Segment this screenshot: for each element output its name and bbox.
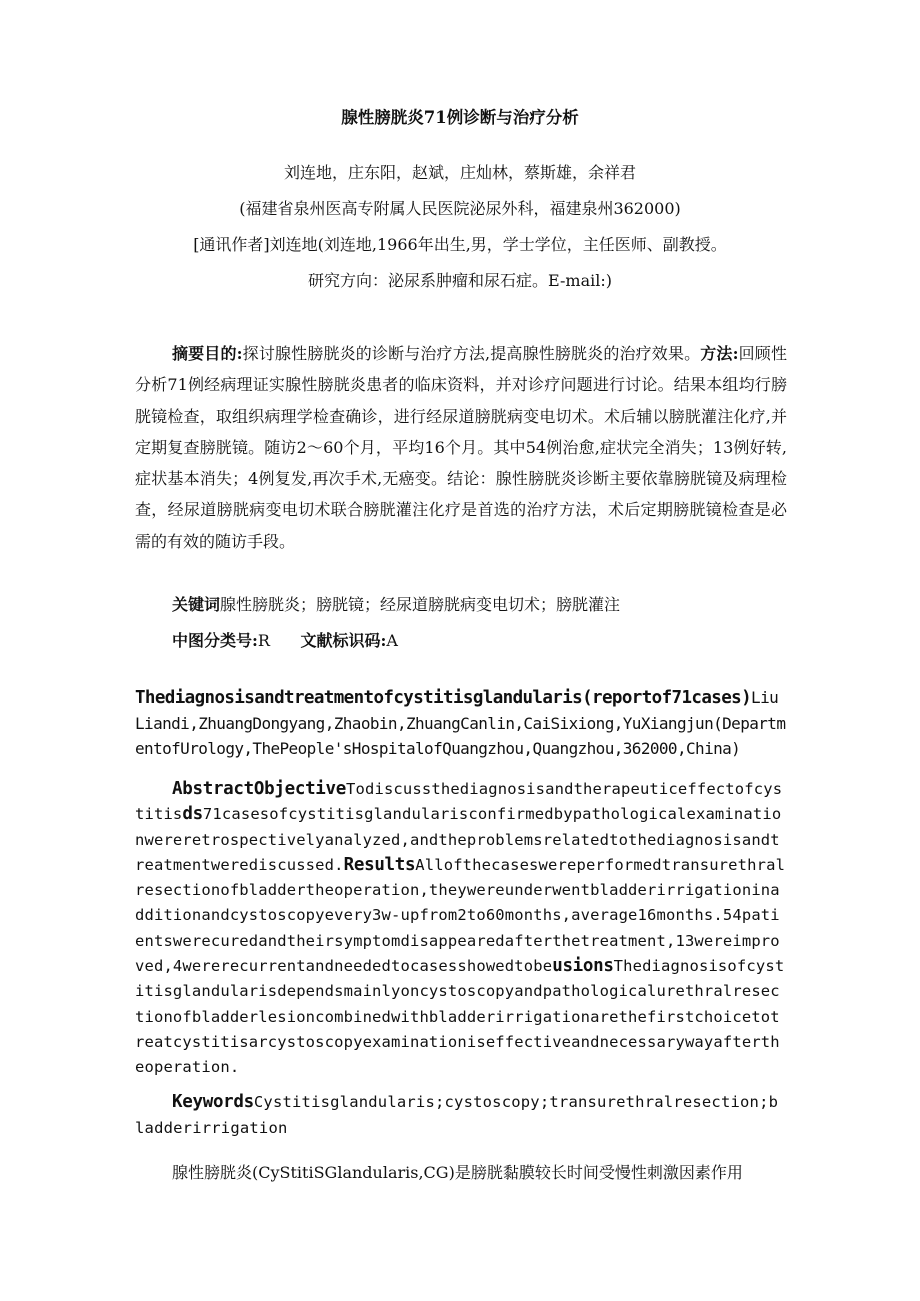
keywords-english xyxy=(135,1090,787,1141)
keywords-english-label: Keywords xyxy=(172,1092,254,1112)
body-paragraph: 腺性膀胱炎(CyStitiSGlandularis,CG)是膀胱黏膜较长时间受慢性刺激因素作用 xyxy=(172,1163,743,1182)
abstract-en-text-2: 71casesofcystitisglandularisconfirmedbypathologicalexaminationwereretrospectivelyanalyzed,andtheproblemsrelatedtothediagnosisandtreatmentwerediscussed. xyxy=(135,805,782,874)
abstract-purpose-label: 摘要目的: xyxy=(172,344,243,363)
abstract-en-text-4: Thediagnosisofcystitisglandularisdependsmainlyoncystoscopyandpathologicalurethralresectionofbladderlesioncombinedwithbladderirrigationarethefirstchoicetotreatcystitisarcystoscopyexaminationiseffectiveandnecessarywayaftertheoperation. xyxy=(135,957,785,1077)
paper-title: 腺性膀胱炎71例诊断与治疗分析 xyxy=(341,108,579,127)
english-title: Thediagnosisandtreatmentofcystitisglandularis(reportof71cases) xyxy=(135,688,752,708)
results-label: Results xyxy=(343,854,416,875)
corresponding-author: [通讯作者]刘连地(刘连地,1966年出生,男，学士学位，主任医师、副教授。 xyxy=(193,235,727,254)
english-title-block xyxy=(135,685,787,761)
author-list: 刘连地，庄东阳，赵斌，庄灿林，蔡斯雄，余祥君 xyxy=(283,163,636,182)
ds-label: ds xyxy=(182,804,203,825)
research-direction: 研究方向：泌尿系肿瘤和尿石症。E-mail:) xyxy=(308,271,612,290)
affiliation: (福建省泉州医高专附属人民医院泌尿外科，福建泉州362000) xyxy=(239,199,681,218)
doc-code-label: 文献标识码: xyxy=(300,631,387,650)
keywords-english-text: Cystitisglandularis;cystoscopy;transurethralresection;bladderirrigation xyxy=(135,1093,779,1137)
objective-label: Objective xyxy=(253,779,347,799)
english-authors-affiliation: LiuLiandi,ZhuangDongyang,Zhaobin,ZhuangCanlin,CaiSixiong,YuXiangjun(DepartmentofUrology,ThePeople'sHospitalofQuangzhou,Quangzhou,362000,China) xyxy=(135,688,786,758)
abstract-en-text-1: Todiscussthediagnosisandtherapeuticeffectofcystitis xyxy=(135,780,783,824)
abstract-purpose-text: 探讨腺性膀胱炎的诊断与治疗方法,提高腺性膀胱炎的治疗效果。 xyxy=(242,344,701,363)
keywords-chinese-label: 关键词 xyxy=(172,595,221,614)
clc-label: 中图分类号: xyxy=(172,631,258,650)
abstract-en-text-3: Allofthecaseswereperformedtransurethralresectionofbladdertheoperation,theywereunderwentbladderirrigationinadditionandcystoscopyevery3w-upfrom2to60months,average16months.54patientswerecuredandtheirsymptomdisappearedafterthetreatment,13wereimproved,4wererecurrentandneededtocasesshowedtobe xyxy=(135,855,786,976)
usions-label: usions xyxy=(552,956,614,977)
abstract-label: Abstract xyxy=(172,779,254,799)
doc-code-value: A xyxy=(386,631,398,650)
clc-value: R xyxy=(257,631,270,650)
abstract-method-label: 方法: xyxy=(700,344,739,363)
classification-line xyxy=(135,628,787,654)
abstract-english xyxy=(135,777,787,1081)
keywords-chinese xyxy=(135,592,787,618)
keywords-chinese-text: 腺性膀胱炎；膀胱镜；经尿道膀胱病变电切术；膀胱灌注 xyxy=(220,595,621,614)
classification-spacer xyxy=(270,631,301,650)
abstract-chinese xyxy=(135,338,787,557)
abstract-method-text: 回顾性分析71例经病理证实腺性膀胱炎患者的临床资料，并对诊疗问题进行讨论。结果本组均行膀胱镜检查，取组织病理学检查确诊，进行经尿道膀胱病变电切术。术后辅以膀胱灌注化疗,并定期复查膀胱镜。随访2～60个月，平均16个月。其中54例治愈,症状完全消失；13例好转,症状基本消失；4例复发,再次手术,无癌变。结论：腺性膀胱炎诊断主要依靠膀胱镜及病理检查，经尿道膀胱病变电切术联合膀胱灌注化疗是首选的治疗方法，术后定期膀胱镜检查是必需的有效的随访手段。 xyxy=(135,344,787,551)
